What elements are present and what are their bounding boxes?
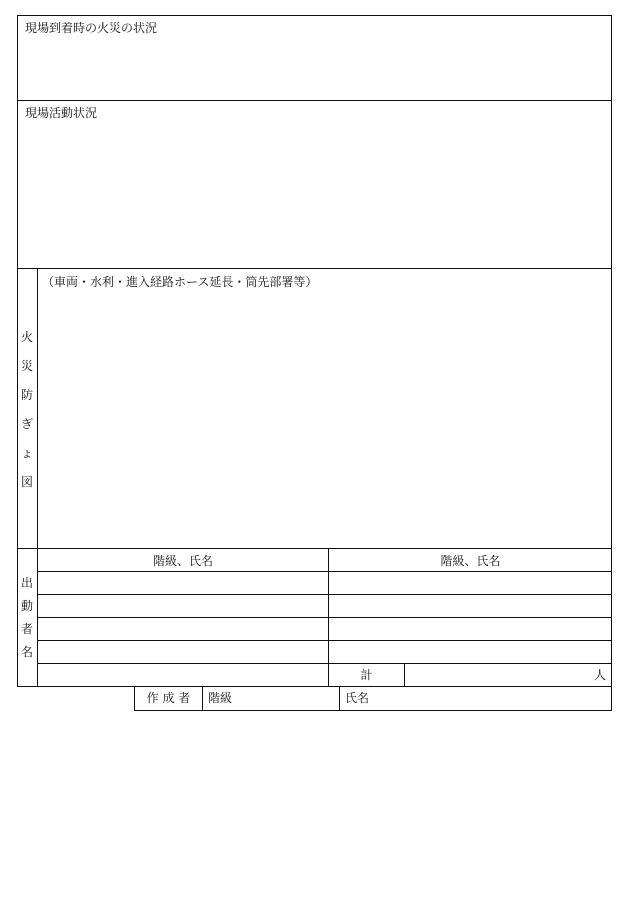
total-cell-divider [404, 663, 405, 686]
diagram-side-divider [37, 269, 38, 548]
dispatch-side-char-4: 名 [20, 645, 33, 659]
arrival-status-label: 現場到着時の火災の状況 [25, 21, 158, 35]
diagram-note: （車両・水利・進入経路ホース延長・筒先部署等） [42, 275, 318, 289]
author-rank-label: 階級 [208, 691, 233, 705]
diagram-side-char-3: 防 [20, 388, 33, 402]
diagram-side-char-2: 災 [20, 359, 33, 373]
dispatch-side-char-2: 動 [20, 599, 33, 613]
dispatch-side-char-1: 出 [20, 576, 33, 590]
dispatch-row-line-3 [37, 617, 612, 618]
diagram-side-char-1: 火 [20, 330, 33, 344]
author-label: 作 成 者 [146, 691, 191, 705]
dispatch-row-line-2 [37, 594, 612, 595]
diagram-side-char-4: ぎ [20, 417, 33, 431]
divider-1 [17, 100, 612, 101]
diagram-side-char-5: ょ [20, 446, 33, 460]
divider-3 [17, 548, 612, 549]
dispatch-row-line-4 [37, 640, 612, 641]
author-name-label: 氏名 [345, 691, 370, 705]
author-box [134, 686, 612, 711]
dispatch-row-line-1 [37, 571, 612, 572]
dispatch-side-char-3: 者 [20, 622, 33, 636]
author-divider-1 [202, 686, 203, 710]
divider-2 [17, 268, 612, 269]
author-divider-2 [339, 686, 340, 710]
activity-status-label: 現場活動状況 [25, 106, 98, 120]
total-unit: 人 [594, 668, 607, 682]
dispatch-header-right: 階級、氏名 [440, 554, 501, 568]
dispatch-header-left: 階級、氏名 [152, 554, 213, 568]
total-label: 計 [360, 668, 373, 682]
diagram-side-char-6: 図 [20, 475, 33, 489]
form-outer-border [17, 15, 612, 687]
dispatch-row-line-5 [37, 663, 612, 664]
